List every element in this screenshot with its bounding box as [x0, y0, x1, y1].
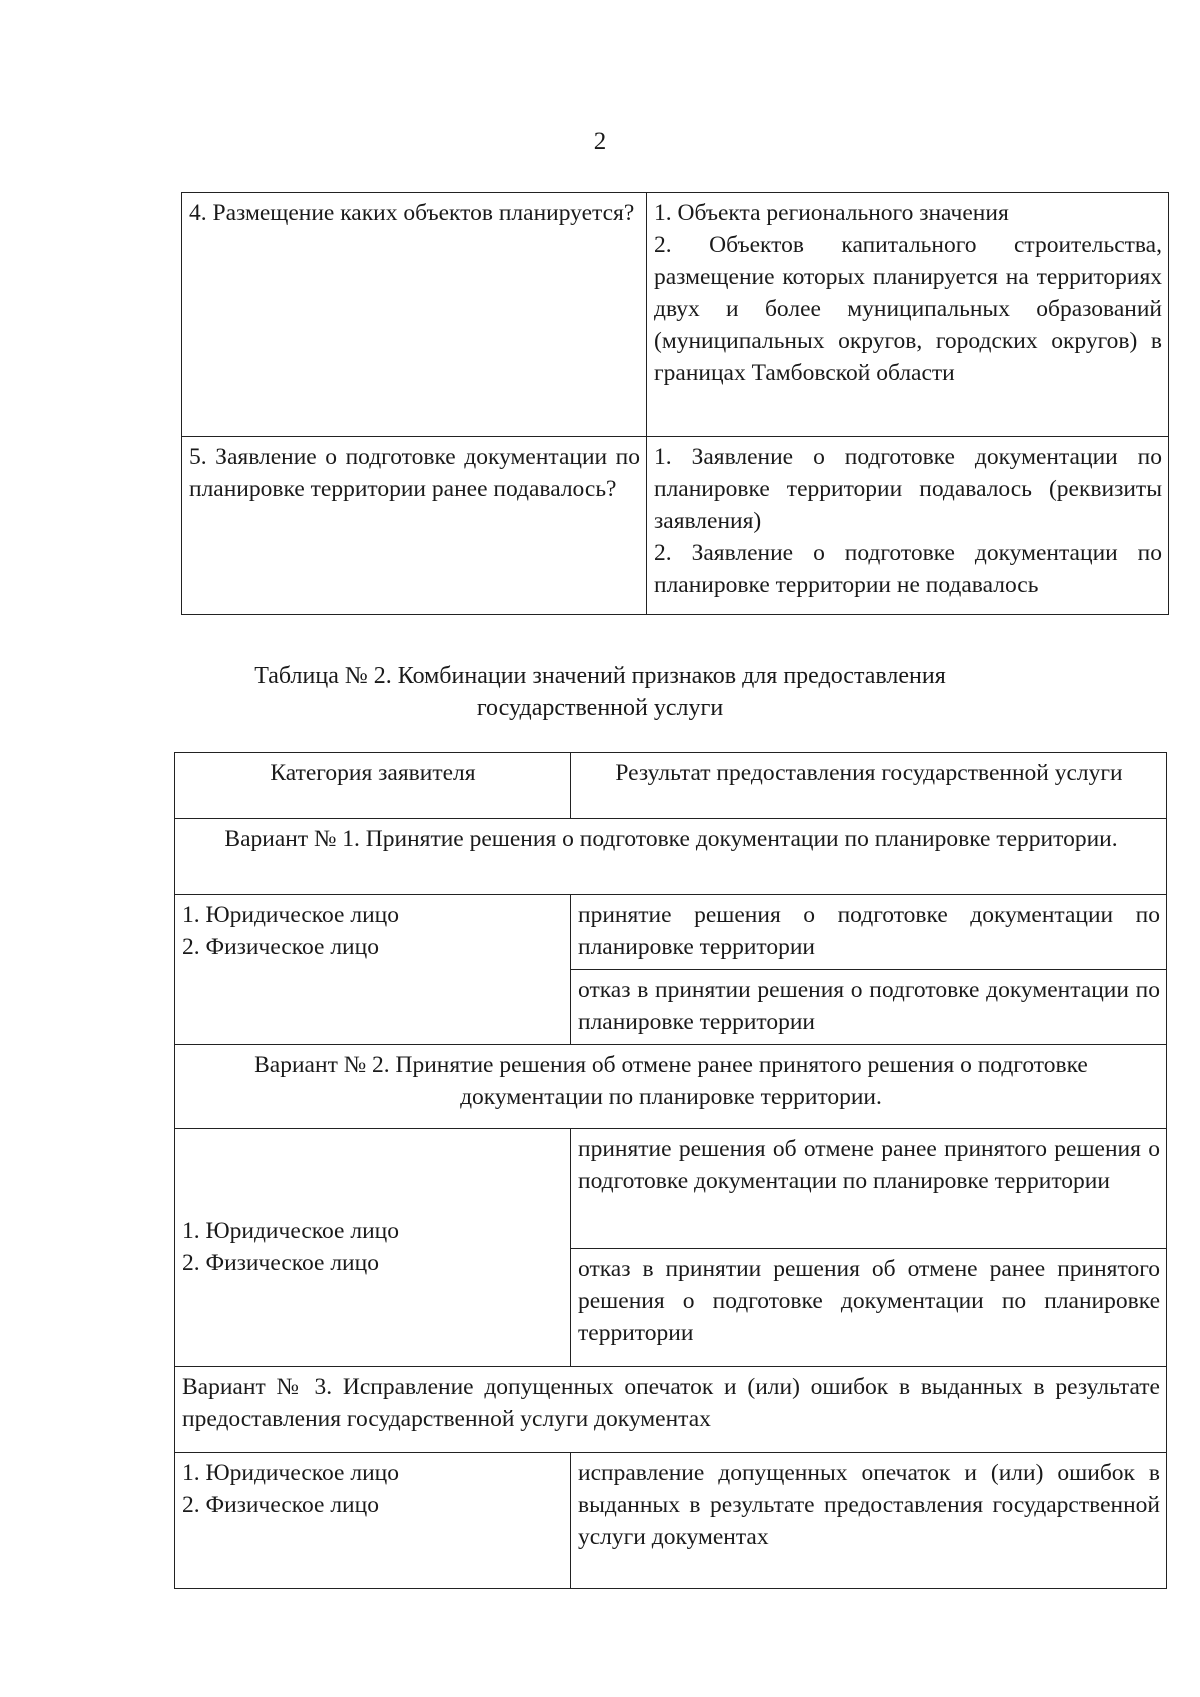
table-row	[175, 895, 1167, 970]
applicants-cell	[175, 1129, 571, 1367]
applicants-cell	[175, 1453, 571, 1589]
applicant-item: 1. Юридическое лицо	[182, 1460, 399, 1486]
header-applicant-category: Категория заявителя	[175, 753, 571, 819]
variant-title-row	[175, 1367, 1167, 1453]
variant-title: Вариант № 3. Исправление допущенных опечаток и (или) ошибок в выданных в результате предоставления государственной услуги документах	[175, 1367, 1167, 1453]
result-cell: принятие решения об отмене ранее принятого решения о подготовке документации по планировке территории	[571, 1129, 1167, 1249]
applicant-item: 2. Физическое лицо	[182, 1249, 379, 1276]
page-number: 2	[593, 128, 607, 155]
result-cell: отказ в принятии решения о подготовке документации по планировке территории	[571, 970, 1167, 1045]
answer-item: 2. Объектов капитального строительства, размещение которых планируется на территориях двух и более муниципальных образований (муниципальных округов, городских округов) в границах Тамбовской области	[654, 232, 1162, 386]
variant-title-row	[175, 819, 1167, 895]
variant-title-row	[175, 1045, 1167, 1129]
variants-table	[174, 752, 1167, 1589]
answer-item: 1. Заявление о подготовке документации по планировке территории подавалось (реквизиты заявления)	[654, 444, 1162, 534]
result-cell: отказ в принятии решения об отмене ранее принятого решения о подготовке документации по планировке территории	[571, 1249, 1167, 1367]
table-row	[175, 1129, 1167, 1249]
applicants-cell	[175, 895, 571, 1045]
table-row	[182, 437, 1169, 615]
question-cell: 4. Размещение каких объектов планируется?	[182, 193, 647, 437]
variant-title: Вариант № 1. Принятие решения о подготовке документации по планировке территории.	[175, 819, 1167, 895]
variant-title: Вариант № 2. Принятие решения об отмене ранее принятого решения о подготовке документации по планировке территории.	[175, 1045, 1167, 1129]
answer-item: 1. Объекта регионального значения	[654, 200, 1009, 226]
applicant-item: 1. Юридическое лицо	[182, 1217, 399, 1244]
result-cell: принятие решения о подготовке документации по планировке территории	[571, 895, 1167, 970]
table-caption: Таблица № 2. Комбинации значений признаков для предоставления государственной услуги	[254, 663, 946, 721]
answers-cell	[647, 437, 1169, 615]
question-cell: 5. Заявление о подготовке документации по планировке территории ранее подавалось?	[182, 437, 647, 615]
applicant-item: 2. Физическое лицо	[182, 1492, 379, 1518]
header-result: Результат предоставления государственной услуги	[571, 753, 1167, 819]
answer-item: 2. Заявление о подготовке документации по планировке территории не подавалось	[654, 540, 1162, 598]
criteria-table	[181, 192, 1169, 615]
applicant-item: 2. Физическое лицо	[182, 934, 379, 960]
table-row	[175, 1453, 1167, 1589]
answers-cell	[647, 193, 1169, 437]
result-cell: исправление допущенных опечаток и (или) ошибок в выданных в результате предоставления государственной услуги документах	[571, 1453, 1167, 1589]
table-header-row	[175, 753, 1167, 819]
table-row	[182, 193, 1169, 437]
applicant-item: 1. Юридическое лицо	[182, 902, 399, 928]
